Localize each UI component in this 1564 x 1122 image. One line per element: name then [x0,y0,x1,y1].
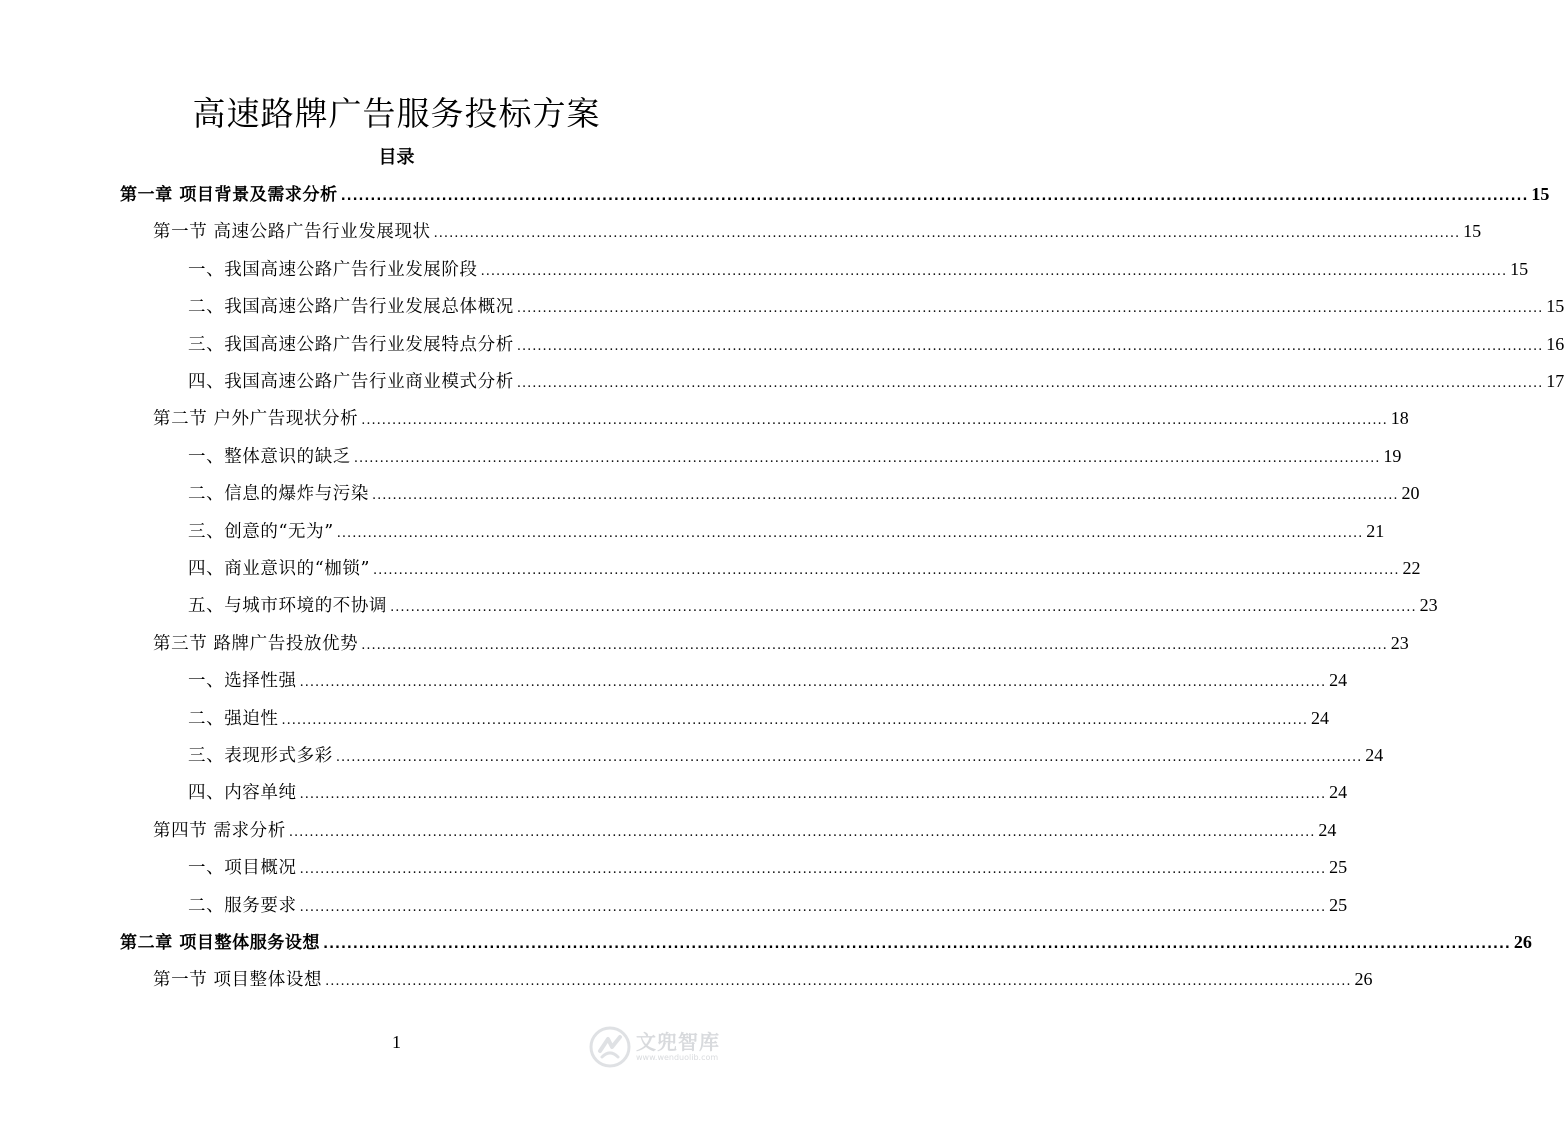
toc-entry-label: 第三节 路牌广告投放优势 [153,633,359,654]
toc-entry[interactable] [188,513,1385,550]
toc-entry[interactable] [188,737,1384,774]
toc-leader-dots: ........................................................................................................................................................................................................ [299,787,1327,803]
toc-entry[interactable] [188,251,1529,288]
toc-entry-page: 15 [1463,221,1482,242]
toc-leader-dots: ........................................................................................................................................................................................................ [433,226,1461,242]
toc-entry-page: 25 [1329,857,1348,878]
toc-entry-label: 第二节 户外广告现状分析 [153,409,359,430]
toc-leader-dots: ........................................................................................................................................................................................................ [288,824,1316,840]
toc-entry-page: 24 [1310,707,1329,728]
toc-entry-page: 15 [1531,184,1550,204]
toc-entry-page: 20 [1401,483,1420,504]
toc-entry-label: 第一节 高速公路广告行业发展现状 [153,222,431,243]
toc-leader-dots: ........................................................................................................................................................................................................ [361,413,1388,429]
toc-entry[interactable] [188,774,1348,811]
toc-entry-page: 24 [1329,670,1348,691]
toc-entry-label: 三、表现形式多彩 [188,746,333,766]
toc-entry-label: 二、强迫性 [188,708,279,729]
toc-leader-dots: ........................................................................................................................................................................................................ [516,338,1544,354]
toc-leader-dots: ........................................................................................................................................................................................................ [480,263,1508,279]
toc-leader-dots: ........................................................................................................................................................................................................ [299,862,1327,878]
toc-leader-dots: ........................................................................................................................................................................................................ [361,637,1388,653]
toc-entry-label: 四、我国高速公路广告行业商业模式分析 [188,372,514,392]
toc-leader-dots: ........................................................................................................................................................................................................ [299,899,1327,915]
toc-entry-label: 一、整体意识的缺乏 [188,446,351,467]
toc-entry-page: 15 [1546,296,1564,317]
toc-entry-label: 四、商业意识的“枷锁” [188,559,370,579]
toc-entry-label: 一、我国高速公路广告行业发展阶段 [188,259,478,280]
toc-entry[interactable] [188,662,1348,699]
toc-entry-page: 24 [1365,745,1384,765]
toc-entry-page: 16 [1546,333,1564,354]
toc-entry-label: 第一章 项目背景及需求分析 [120,185,338,205]
toc-leader-dots: ........................................................................................................................................................................................................ [373,563,1400,578]
toc-entry-page: 15 [1510,258,1529,279]
toc-entry[interactable] [153,625,1409,662]
toc-entry-page: 25 [1329,894,1348,915]
toc-entry-page: 26 [1513,932,1532,952]
toc-leader-dots: ........................................................................................................................................................................................................ [516,376,1544,391]
toc-entry-label: 三、创意的“无为” [188,521,334,542]
toc-leader-dots: ........................................................................................................................................................................................................ [353,450,1381,466]
toc-entry[interactable] [120,924,1532,961]
toc-entry[interactable] [188,288,1564,325]
toc-entry-label: 第二章 项目整体服务设想 [120,933,321,953]
toc-entry[interactable] [153,961,1373,998]
toc-entry[interactable] [188,475,1420,512]
toc-entry[interactable] [120,176,1550,213]
toc-entry[interactable] [188,887,1348,924]
toc-leader-dots: ........................................................................................................................................................................................................ [335,750,1363,765]
toc-entry-page: 21 [1366,520,1385,541]
toc-heading: 目录 [378,147,415,168]
toc-leader-dots: ........................................................................................................................................................................................................ [516,301,1544,317]
toc-entry-page: 17 [1546,371,1564,391]
toc-entry-label: 四、内容单纯 [188,783,297,804]
toc-leader-dots: ........................................................................................................................................................................................................ [325,974,1352,990]
toc-entry[interactable] [153,400,1409,437]
watermark [588,1022,758,1072]
toc-entry-label: 二、我国高速公路广告行业发展总体概况 [188,297,514,318]
toc-entry-page: 18 [1390,408,1409,429]
watermark-name: 文兜智库 [636,1030,720,1054]
toc-entry-label: 一、项目概况 [188,858,297,879]
toc-entry-page: 23 [1419,595,1438,616]
toc-leader-dots: ........................................................................................................................................................................................................ [336,525,1364,541]
toc-leader-dots: ........................................................................................................................................................................................................ [372,488,1399,504]
toc-entry[interactable] [188,550,1421,587]
toc-leader-dots: ........................................................................................................................................................................................................ [340,189,1529,204]
wendoc-logo-icon [588,1025,632,1069]
toc-entry-label: 第一节 项目整体设想 [153,970,323,991]
toc-entry[interactable] [153,213,1482,250]
toc-entry-label: 二、信息的爆炸与污染 [188,484,369,505]
toc-entry-page: 23 [1390,632,1409,653]
toc-entry[interactable] [188,326,1564,363]
toc-leader-dots: ........................................................................................................................................................................................................ [323,937,1511,952]
toc-entry[interactable] [188,363,1564,400]
toc-entry[interactable] [188,700,1329,737]
toc-leader-dots: ........................................................................................................................................................................................................ [281,712,1308,728]
toc-entry-label: 二、服务要求 [188,895,297,916]
toc-entry-label: 五、与城市环境的不协调 [188,596,388,617]
toc-entry-page: 19 [1383,445,1402,466]
toc-leader-dots: ........................................................................................................................................................................................................ [390,600,1417,616]
toc-entry-label: 三、我国高速公路广告行业发展特点分析 [188,334,514,355]
page-number: 1 [392,1032,401,1052]
toc-entry[interactable] [188,438,1402,475]
toc-leader-dots: ........................................................................................................................................................................................................ [299,675,1327,691]
toc-entry-label: 一、选择性强 [188,671,297,692]
toc-entry-page: 22 [1402,558,1421,578]
document-title: 高速路牌广告服务投标方案 [192,94,601,133]
toc-entry-label: 第四节 需求分析 [153,820,286,841]
watermark-url: www.wenduolib.com [636,1053,719,1062]
toc-entry-page: 24 [1318,819,1337,840]
toc-entry[interactable] [188,587,1438,624]
toc-entry[interactable] [153,812,1337,849]
toc-entry-page: 24 [1329,782,1348,803]
toc-entry-page: 26 [1354,969,1373,990]
toc-entry[interactable] [188,849,1348,886]
